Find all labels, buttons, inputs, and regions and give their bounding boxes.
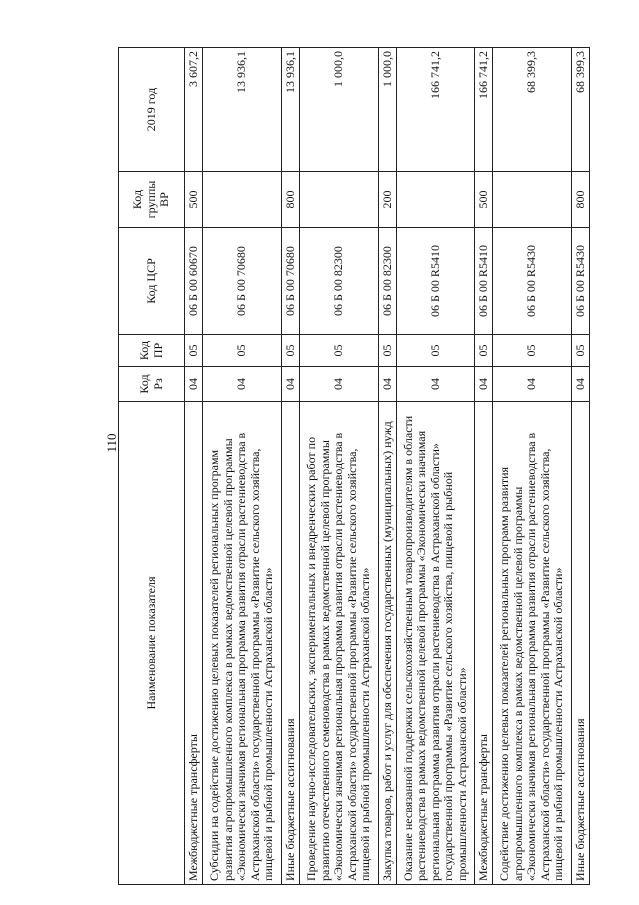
row-name: Проведение научно-исследовательских, экспериментальных и внедренческих работ по развитию отечественного семеноводства в рамках ведомственной целевой программы «Экономически значимая региональная программа развития отрасли растениеводства в Астраханской области» государственной программы «Развитие сельского хозяйства, пищевой и рыбной промышленности Астраханской области» xyxy=(300,402,379,885)
row-amount: 1 000,0 xyxy=(379,48,397,172)
row-name: Межбюджетные трансферты xyxy=(185,402,203,885)
table-row xyxy=(282,48,300,885)
row-code-vr xyxy=(300,172,379,228)
table-row xyxy=(300,48,379,885)
row-code-rz: 04 xyxy=(203,367,282,402)
row-amount: 1 000,0 xyxy=(300,48,379,172)
row-code-csr: 06 Б 00 70680 xyxy=(203,228,282,335)
row-code-pr: 05 xyxy=(185,335,203,367)
table-row xyxy=(493,48,572,885)
row-amount: 68 399,3 xyxy=(493,48,572,172)
row-code-rz: 04 xyxy=(397,367,475,402)
row-amount: 166 741,2 xyxy=(397,48,475,172)
budget-table xyxy=(118,47,590,885)
row-code-csr: 06 Б 00 60670 xyxy=(185,228,203,335)
row-code-csr: 06 Б 00 R5410 xyxy=(475,228,493,335)
table-row xyxy=(572,48,590,885)
row-code-csr: 06 Б 00 R5430 xyxy=(493,228,572,335)
row-name: Закупка товаров, работ и услуг для обеспечения государственных (муниципальных) нужд xyxy=(379,402,397,885)
row-code-pr: 05 xyxy=(475,335,493,367)
table-header-row xyxy=(119,48,185,885)
row-code-pr: 05 xyxy=(572,335,590,367)
header-code-rz: Код Рз xyxy=(119,367,185,402)
row-name: Иные бюджетные ассигнования xyxy=(282,402,300,885)
table-row xyxy=(397,48,475,885)
row-name: Иные бюджетные ассигнования xyxy=(572,402,590,885)
row-code-rz: 04 xyxy=(379,367,397,402)
row-code-csr: 06 Б 00 82300 xyxy=(379,228,397,335)
row-code-rz: 04 xyxy=(572,367,590,402)
row-amount: 166 741,2 xyxy=(475,48,493,172)
row-code-pr: 05 xyxy=(300,335,379,367)
row-code-pr: 05 xyxy=(397,335,475,367)
row-code-pr: 05 xyxy=(282,335,300,367)
row-amount: 3 607,2 xyxy=(185,48,203,172)
row-code-rz: 04 xyxy=(185,367,203,402)
row-code-rz: 04 xyxy=(282,367,300,402)
row-name: Оказание несвязанной поддержки сельскохозяйственным товаропроизводителям в области растениеводства в рамках ведомственной целевой программы «Экономически значимая региональная программа развития отрасли растениеводства в Астраханской области» государственной программы «Развитие сельского хозяйства, пищевой и рыбной промышленности Астраханской области» xyxy=(397,402,475,885)
header-year-2019: 2019 год xyxy=(119,48,185,172)
row-code-vr: 800 xyxy=(282,172,300,228)
table-row xyxy=(185,48,203,885)
row-amount: 68 399,3 xyxy=(572,48,590,172)
row-amount: 13 936,1 xyxy=(282,48,300,172)
row-code-pr: 05 xyxy=(203,335,282,367)
row-name: Субсидии на содействие достижению целевых показателей региональных программ развития агропромышленного комплекса в рамках ведомственной целевой программы «Экономически значимая региональная программа развития отрасли растениеводства в Астраханской области» государственной программы «Развитие сельского хозяйства, пищевой и рыбной промышленности Астраханской области» xyxy=(203,402,282,885)
row-code-vr xyxy=(493,172,572,228)
row-code-csr: 06 Б 00 82300 xyxy=(300,228,379,335)
row-code-vr xyxy=(397,172,475,228)
row-code-rz: 04 xyxy=(493,367,572,402)
header-code-csr: Код ЦСР xyxy=(119,228,185,335)
row-code-vr: 500 xyxy=(185,172,203,228)
row-amount: 13 936,1 xyxy=(203,48,282,172)
header-indicator-name: Наименование показателя xyxy=(119,402,185,885)
page-number: 110 xyxy=(104,433,119,453)
row-code-pr: 05 xyxy=(379,335,397,367)
row-code-vr: 200 xyxy=(379,172,397,228)
row-code-rz: 04 xyxy=(475,367,493,402)
row-code-csr: 06 Б 00 R5410 xyxy=(397,228,475,335)
table-row xyxy=(203,48,282,885)
row-name: Межбюджетные трансферты xyxy=(475,402,493,885)
row-code-vr: 800 xyxy=(572,172,590,228)
row-code-vr xyxy=(203,172,282,228)
row-code-csr: 06 Б 00 70680 xyxy=(282,228,300,335)
table-row xyxy=(379,48,397,885)
row-name: Содействие достижению целевых показателей региональных программ развития агропромышленного комплекса в рамках ведомственной целевой программы «Экономически значимая региональная программа развития отрасли растениеводства в Астраханской области» государственной программы «Развитие сельского хозяйства, пищевой и рыбной промышленности Астраханской области» xyxy=(493,402,572,885)
row-code-pr: 05 xyxy=(493,335,572,367)
row-code-vr: 500 xyxy=(475,172,493,228)
header-code-pr: Код ПР xyxy=(119,335,185,367)
header-code-vr: Код группы ВР xyxy=(119,172,185,228)
row-code-csr: 06 Б 00 R5430 xyxy=(572,228,590,335)
row-code-rz: 04 xyxy=(300,367,379,402)
rotated-page-content xyxy=(118,48,587,885)
table-row xyxy=(475,48,493,885)
